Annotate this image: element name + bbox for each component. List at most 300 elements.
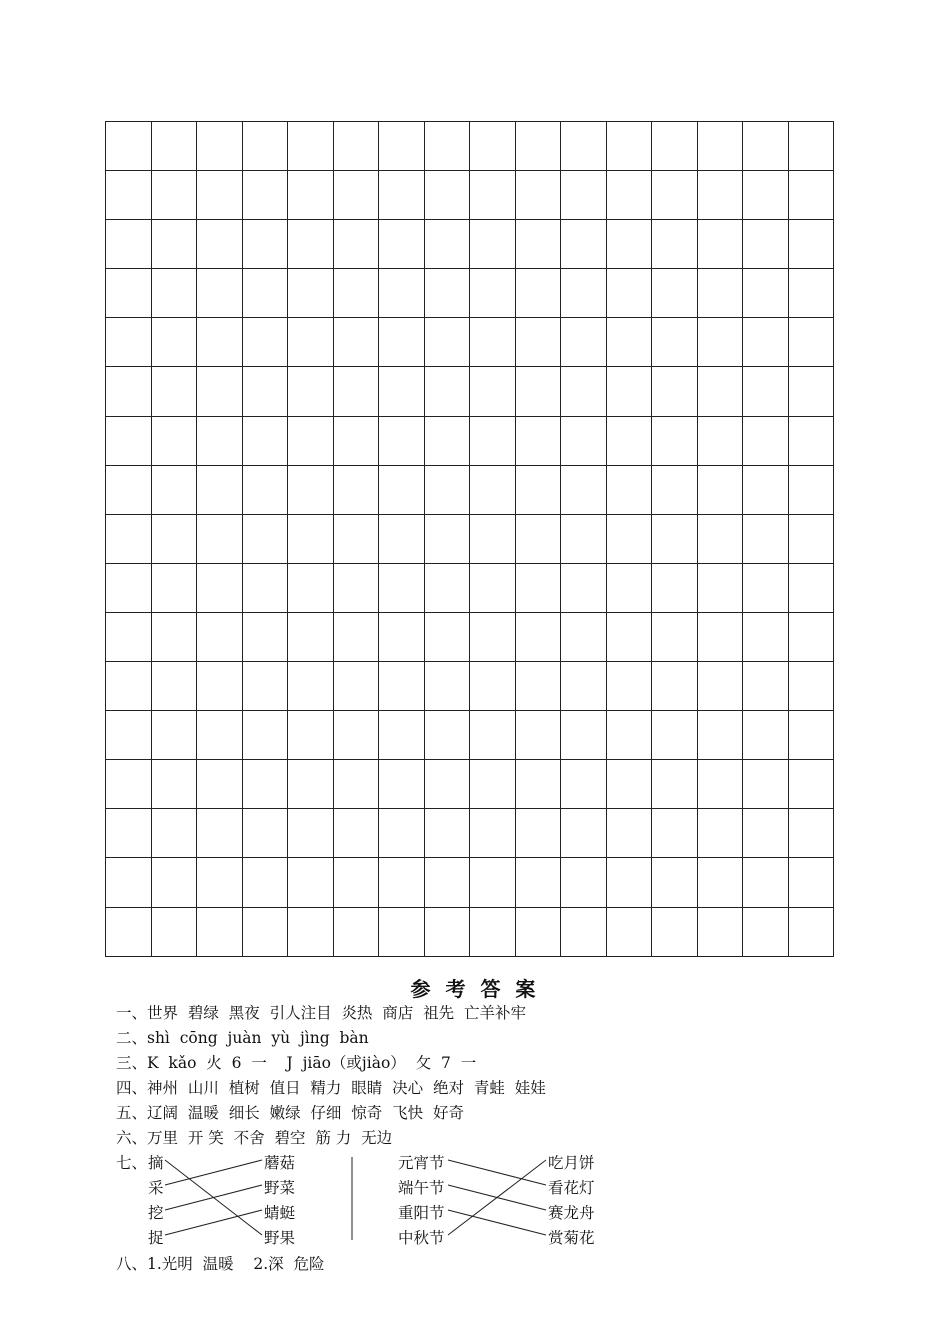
grid-cell — [515, 122, 561, 171]
grid-row — [106, 711, 834, 760]
grid-cell — [652, 367, 698, 416]
grid-cell — [151, 122, 197, 171]
grid-cell — [788, 809, 834, 858]
grid-cell — [288, 858, 334, 907]
grid-cell — [197, 662, 243, 711]
grid-cell — [743, 858, 789, 907]
answer-line-2: 二、shì cōng juàn yù jìng bàn — [116, 1029, 369, 1047]
grid-cell — [242, 318, 288, 367]
answer-line-3: 三、K kǎo 火 6 一 J jiāo（或jiào） 攵 7 一 — [116, 1054, 477, 1072]
grid-cell — [242, 662, 288, 711]
grid-cell — [743, 269, 789, 318]
grid-cell — [652, 220, 698, 269]
match-line — [165, 1160, 262, 1235]
grid-cell — [242, 612, 288, 661]
grid-cell — [333, 318, 379, 367]
grid-cell — [424, 514, 470, 563]
grid-cell — [697, 809, 743, 858]
grid-cell — [788, 514, 834, 563]
grid-cell — [151, 514, 197, 563]
grid-cell — [606, 122, 652, 171]
grid-cell — [788, 563, 834, 612]
grid-cell — [151, 858, 197, 907]
grid-row — [106, 858, 834, 907]
grid-cell — [652, 514, 698, 563]
grid-cell — [743, 612, 789, 661]
grid-cell — [561, 367, 607, 416]
grid-cell — [288, 662, 334, 711]
grid-cell — [288, 416, 334, 465]
festival-item: 元宵节 — [398, 1154, 445, 1172]
grid-row — [106, 269, 834, 318]
grid-cell — [697, 367, 743, 416]
grid-cell — [424, 809, 470, 858]
grid-cell — [106, 514, 152, 563]
grid-cell — [151, 711, 197, 760]
grid-cell — [242, 416, 288, 465]
grid-row — [106, 760, 834, 809]
grid-row — [106, 465, 834, 514]
grid-cell — [333, 760, 379, 809]
grid-cell — [606, 416, 652, 465]
grid-cell — [379, 907, 425, 956]
verb-item: 捉 — [148, 1229, 164, 1247]
verb-item: 挖 — [148, 1204, 164, 1222]
grid-cell — [652, 416, 698, 465]
grid-cell — [333, 220, 379, 269]
grid-cell — [197, 171, 243, 220]
grid-cell — [242, 465, 288, 514]
grid-cell — [151, 220, 197, 269]
grid-cell — [106, 563, 152, 612]
grid-cell — [470, 809, 516, 858]
grid-cell — [697, 514, 743, 563]
grid-cell — [379, 809, 425, 858]
grid-cell — [424, 760, 470, 809]
grid-cell — [333, 514, 379, 563]
grid-cell — [561, 711, 607, 760]
grid-cell — [242, 367, 288, 416]
grid-cell — [743, 514, 789, 563]
match-line — [165, 1185, 262, 1210]
grid-cell — [470, 907, 516, 956]
grid-cell — [379, 858, 425, 907]
grid-cell — [379, 662, 425, 711]
grid-cell — [151, 416, 197, 465]
grid-cell — [379, 760, 425, 809]
grid-cell — [652, 711, 698, 760]
grid-row — [106, 318, 834, 367]
grid-cell — [606, 269, 652, 318]
grid-cell — [515, 220, 561, 269]
match-line — [165, 1210, 262, 1235]
object-item: 蘑菇 — [264, 1154, 296, 1172]
grid-cell — [515, 318, 561, 367]
grid-cell — [106, 318, 152, 367]
grid-cell — [197, 809, 243, 858]
grid-cell — [197, 711, 243, 760]
grid-cell — [151, 809, 197, 858]
grid-cell — [197, 563, 243, 612]
grid-cell — [288, 367, 334, 416]
grid-cell — [288, 760, 334, 809]
grid-cell — [106, 416, 152, 465]
grid-cell — [151, 269, 197, 318]
grid-cell — [652, 171, 698, 220]
grid-cell — [697, 220, 743, 269]
grid-cell — [106, 269, 152, 318]
grid-cell — [151, 563, 197, 612]
grid-cell — [242, 171, 288, 220]
grid-cell — [242, 809, 288, 858]
grid-cell — [379, 171, 425, 220]
grid-cell — [561, 171, 607, 220]
grid-cell — [652, 269, 698, 318]
grid-cell — [788, 220, 834, 269]
grid-cell — [788, 612, 834, 661]
grid-cell — [333, 416, 379, 465]
grid-cell — [333, 122, 379, 171]
grid-cell — [379, 612, 425, 661]
grid-cell — [515, 171, 561, 220]
grid-cell — [788, 465, 834, 514]
grid-cell — [424, 662, 470, 711]
grid-cell — [106, 809, 152, 858]
grid-cell — [606, 809, 652, 858]
grid-cell — [697, 612, 743, 661]
grid-cell — [470, 171, 516, 220]
grid-cell — [606, 514, 652, 563]
grid-cell — [424, 465, 470, 514]
grid-cell — [288, 318, 334, 367]
grid-cell — [197, 269, 243, 318]
grid-cell — [197, 465, 243, 514]
grid-cell — [106, 662, 152, 711]
grid-cell — [743, 907, 789, 956]
grid-cell — [652, 760, 698, 809]
grid-cell — [606, 760, 652, 809]
grid-cell — [697, 122, 743, 171]
grid-cell — [561, 760, 607, 809]
grid-cell — [743, 760, 789, 809]
grid-cell — [561, 563, 607, 612]
grid-cell — [288, 711, 334, 760]
grid-cell — [652, 907, 698, 956]
grid-cell — [288, 465, 334, 514]
grid-cell — [288, 269, 334, 318]
festival-item: 重阳节 — [398, 1204, 445, 1222]
grid-cell — [470, 514, 516, 563]
grid-cell — [606, 318, 652, 367]
grid-cell — [515, 612, 561, 661]
grid-cell — [515, 269, 561, 318]
grid-cell — [333, 171, 379, 220]
grid-cell — [288, 563, 334, 612]
grid-cell — [379, 416, 425, 465]
object-item: 蜻蜓 — [264, 1204, 296, 1222]
grid-cell — [379, 514, 425, 563]
grid-cell — [697, 171, 743, 220]
grid-cell — [470, 220, 516, 269]
grid-cell — [288, 171, 334, 220]
answer-line-8: 八、1.光明 温暖 2.深 危险 — [116, 1255, 325, 1273]
grid-cell — [470, 416, 516, 465]
grid-cell — [788, 269, 834, 318]
grid-cell — [288, 220, 334, 269]
grid-cell — [288, 122, 334, 171]
festival-item: 中秋节 — [398, 1229, 445, 1247]
custom-item: 看花灯 — [548, 1179, 595, 1197]
festival-item: 端午节 — [398, 1179, 445, 1197]
grid-row — [106, 514, 834, 563]
grid-row — [106, 416, 834, 465]
grid-cell — [697, 416, 743, 465]
grid-cell — [743, 662, 789, 711]
grid-cell — [606, 465, 652, 514]
grid-cell — [743, 809, 789, 858]
grid-cell — [606, 662, 652, 711]
grid-cell — [106, 367, 152, 416]
grid-cell — [151, 907, 197, 956]
grid-cell — [515, 809, 561, 858]
answer-line-4: 四、神州 山川 植树 值日 精力 眼睛 决心 绝对 青蛙 娃娃 — [116, 1079, 546, 1097]
grid-cell — [106, 711, 152, 760]
grid-cell — [743, 711, 789, 760]
grid-cell — [561, 269, 607, 318]
grid-cell — [242, 907, 288, 956]
grid-cell — [606, 563, 652, 612]
grid-cell — [652, 318, 698, 367]
grid-cell — [606, 612, 652, 661]
grid-cell — [333, 711, 379, 760]
grid-cell — [606, 907, 652, 956]
grid-cell — [333, 809, 379, 858]
grid-cell — [424, 612, 470, 661]
grid-row — [106, 563, 834, 612]
grid-cell — [470, 318, 516, 367]
grid-cell — [515, 367, 561, 416]
grid-cell — [197, 514, 243, 563]
grid-cell — [697, 465, 743, 514]
grid-cell — [788, 318, 834, 367]
grid-cell — [743, 220, 789, 269]
grid-cell — [652, 122, 698, 171]
grid-cell — [333, 269, 379, 318]
grid-cell — [788, 907, 834, 956]
grid-cell — [151, 367, 197, 416]
grid-cell — [424, 171, 470, 220]
grid-row — [106, 662, 834, 711]
grid-cell — [242, 269, 288, 318]
grid-cell — [424, 367, 470, 416]
grid-cell — [697, 858, 743, 907]
grid-row — [106, 907, 834, 956]
grid-cell — [197, 318, 243, 367]
grid-cell — [743, 367, 789, 416]
grid-cell — [606, 220, 652, 269]
grid-cell — [379, 220, 425, 269]
grid-cell — [515, 416, 561, 465]
grid-cell — [106, 465, 152, 514]
grid-cell — [197, 858, 243, 907]
grid-cell — [333, 858, 379, 907]
grid-cell — [470, 367, 516, 416]
grid-cell — [470, 465, 516, 514]
grid-cell — [697, 662, 743, 711]
grid-row — [106, 220, 834, 269]
grid-cell — [697, 760, 743, 809]
grid-cell — [333, 907, 379, 956]
grid-cell — [106, 171, 152, 220]
grid-cell — [379, 465, 425, 514]
grid-cell — [561, 318, 607, 367]
grid-cell — [652, 465, 698, 514]
grid-cell — [242, 514, 288, 563]
grid-cell — [379, 563, 425, 612]
grid-cell — [743, 122, 789, 171]
verb-item: 摘 — [148, 1154, 164, 1172]
grid-cell — [151, 171, 197, 220]
grid-cell — [652, 662, 698, 711]
grid-cell — [606, 858, 652, 907]
custom-item: 赛龙舟 — [548, 1204, 595, 1222]
grid-cell — [515, 465, 561, 514]
answer-title: 参 考 答 案 — [410, 977, 540, 1001]
grid-cell — [242, 122, 288, 171]
grid-cell — [151, 760, 197, 809]
grid-cell — [379, 367, 425, 416]
grid-cell — [470, 563, 516, 612]
grid-cell — [242, 563, 288, 612]
grid-cell — [288, 907, 334, 956]
grid-cell — [606, 711, 652, 760]
grid-cell — [561, 514, 607, 563]
grid-cell — [242, 220, 288, 269]
grid-cell — [561, 220, 607, 269]
grid-cell — [106, 858, 152, 907]
grid-cell — [788, 416, 834, 465]
grid-cell — [561, 122, 607, 171]
grid-cell — [697, 711, 743, 760]
verb-item: 采 — [148, 1179, 164, 1197]
grid-cell — [424, 220, 470, 269]
grid-cell — [424, 907, 470, 956]
grid-cell — [652, 563, 698, 612]
grid-cell — [242, 858, 288, 907]
grid-cell — [788, 122, 834, 171]
grid-cell — [561, 662, 607, 711]
object-item: 野菜 — [264, 1179, 296, 1197]
grid-cell — [288, 612, 334, 661]
grid-row — [106, 809, 834, 858]
grid-cell — [515, 907, 561, 956]
match-line — [165, 1160, 262, 1185]
grid-cell — [242, 711, 288, 760]
grid-cell — [288, 514, 334, 563]
grid-cell — [333, 662, 379, 711]
grid-cell — [743, 465, 789, 514]
grid-cell — [470, 858, 516, 907]
grid-cell — [561, 809, 607, 858]
match-line — [448, 1210, 546, 1235]
grid-cell — [515, 858, 561, 907]
grid-cell — [470, 711, 516, 760]
grid-cell — [515, 760, 561, 809]
grid-cell — [743, 416, 789, 465]
grid-cell — [515, 711, 561, 760]
grid-cell — [333, 465, 379, 514]
grid-cell — [788, 858, 834, 907]
grid-row — [106, 612, 834, 661]
grid-cell — [197, 612, 243, 661]
grid-cell — [515, 563, 561, 612]
grid-cell — [652, 858, 698, 907]
grid-cell — [788, 171, 834, 220]
grid-cell — [743, 563, 789, 612]
grid-cell — [515, 662, 561, 711]
grid-cell — [697, 269, 743, 318]
grid-cell — [788, 367, 834, 416]
grid-cell — [470, 122, 516, 171]
match-line — [448, 1185, 546, 1210]
grid-cell — [288, 809, 334, 858]
grid-cell — [424, 318, 470, 367]
grid-cell — [424, 858, 470, 907]
grid-cell — [333, 367, 379, 416]
answer-line-6: 六、万里 开 笑 不舍 碧空 筋 力 无边 — [116, 1129, 393, 1147]
grid-cell — [788, 760, 834, 809]
grid-cell — [561, 416, 607, 465]
grid-cell — [743, 318, 789, 367]
grid-cell — [652, 809, 698, 858]
grid-cell — [652, 612, 698, 661]
grid-cell — [424, 269, 470, 318]
grid-cell — [197, 220, 243, 269]
grid-cell — [106, 220, 152, 269]
grid-cell — [151, 465, 197, 514]
grid-cell — [106, 612, 152, 661]
grid-cell — [561, 612, 607, 661]
object-item: 野果 — [264, 1229, 296, 1247]
grid-cell — [606, 367, 652, 416]
grid-cell — [788, 711, 834, 760]
custom-item: 赏菊花 — [548, 1229, 595, 1247]
grid-cell — [197, 907, 243, 956]
answer-line-1: 一、世界 碧绿 黑夜 引人注目 炎热 商店 祖先 亡羊补牢 — [116, 1004, 526, 1022]
custom-item: 吃月饼 — [548, 1154, 595, 1172]
grid-cell — [106, 907, 152, 956]
grid-cell — [470, 269, 516, 318]
grid-cell — [515, 514, 561, 563]
grid-cell — [151, 318, 197, 367]
grid-cell — [333, 612, 379, 661]
grid-row — [106, 122, 834, 171]
matching-prefix: 七、 — [116, 1154, 148, 1172]
grid-cell — [561, 465, 607, 514]
match-line — [448, 1160, 546, 1185]
grid-cell — [242, 760, 288, 809]
grid-cell — [697, 318, 743, 367]
grid-cell — [470, 760, 516, 809]
grid-cell — [106, 760, 152, 809]
grid-cell — [197, 122, 243, 171]
grid-cell — [197, 416, 243, 465]
grid-cell — [379, 122, 425, 171]
grid-cell — [424, 416, 470, 465]
grid-cell — [561, 907, 607, 956]
grid-cell — [379, 318, 425, 367]
grid-cell — [470, 662, 516, 711]
